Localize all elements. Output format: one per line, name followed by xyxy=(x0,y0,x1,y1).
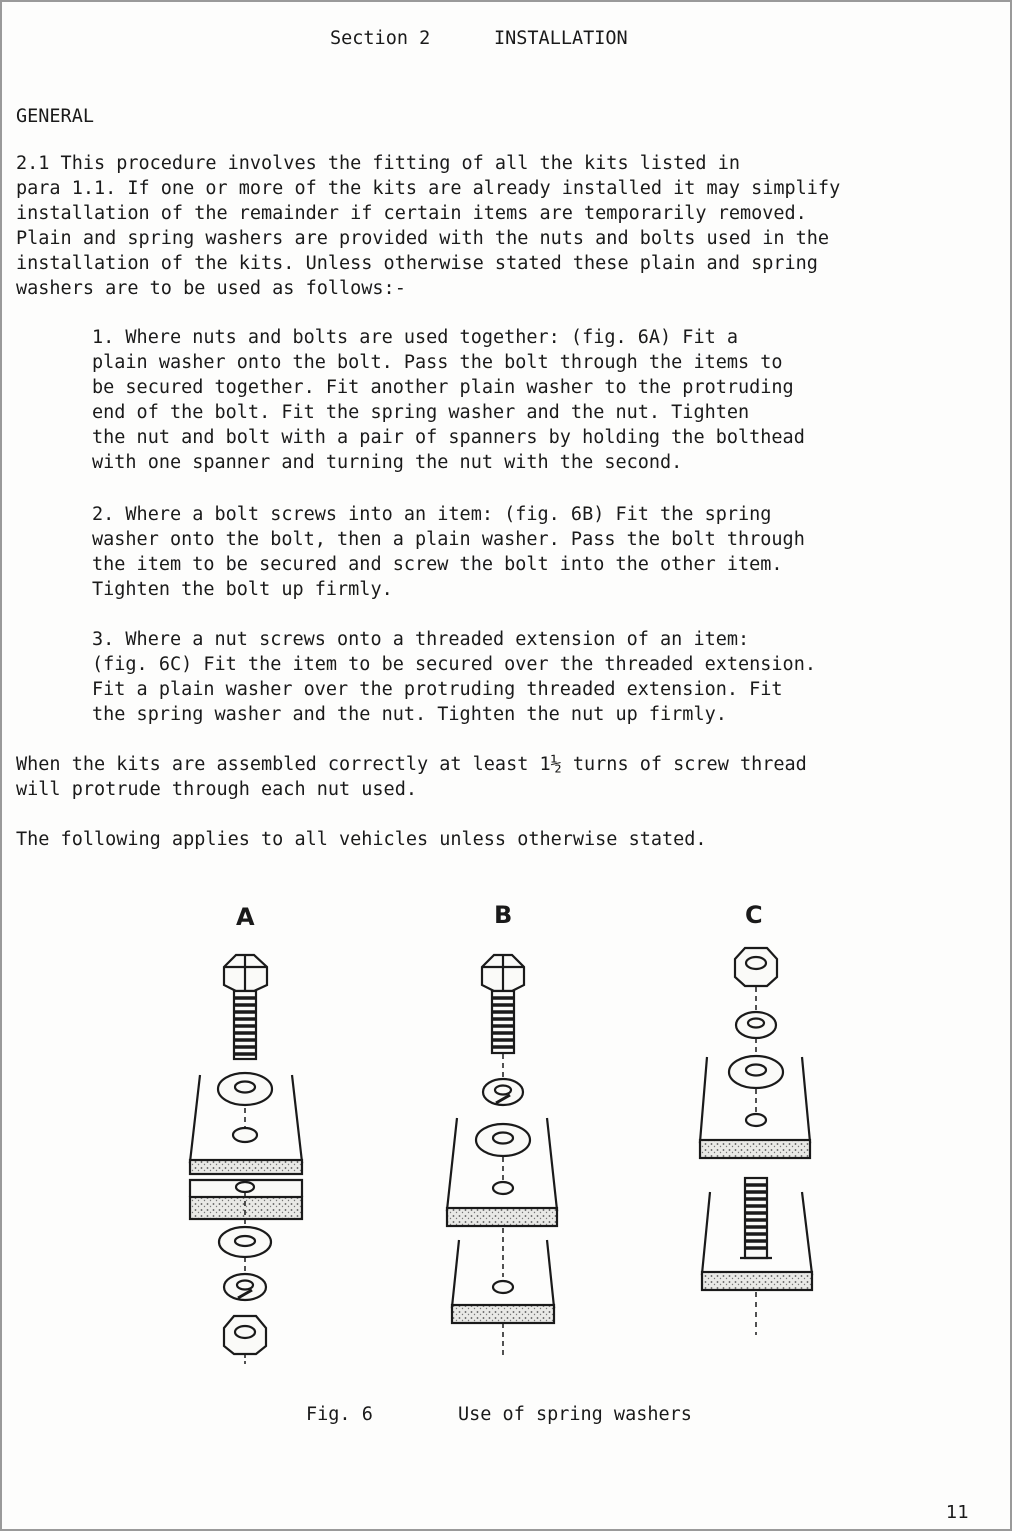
plain-washer-icon xyxy=(218,1073,272,1105)
figure-label-a: A xyxy=(236,903,255,931)
applies-note: The following applies to all vehicles unless otherwise stated. xyxy=(16,829,707,850)
threaded-shank-icon xyxy=(492,991,514,1053)
threaded-stud-icon xyxy=(740,1178,772,1258)
section-label: Section 2 xyxy=(330,28,431,49)
spring-washer-icon xyxy=(483,1079,523,1105)
hex-nut-icon xyxy=(224,1316,266,1364)
spring-washer-figure xyxy=(2,2,1010,1529)
closing-paragraph: When the kits are assembled correctly at least 1½ turns of screw thread will protrude through each nut used. xyxy=(16,754,807,800)
paragraph-2-1: 2.1 This procedure involves the fitting of all the kits listed in para 1.1. If one or more of the kits are already installed it may simplify installation of the remainder if certain items are temporarily removed. Plain and spring washers are provided with the nuts and bolts used in the installation of the kits. Unless otherwise stated these plain and spring washers are to be used as follows:- xyxy=(16,153,841,299)
assembly-a xyxy=(190,955,302,1364)
hex-nut-icon xyxy=(735,948,777,986)
plain-washer-icon xyxy=(476,1124,530,1156)
general-heading: GENERAL xyxy=(16,106,94,127)
list-item-1: 1. Where nuts and bolts are used together: (fig. 6A) Fit a plain washer onto the bolt. Pass the bolt through the items to be secured together. Fit another plain washer to the protruding end of the bolt. Fit the spring washer and the nut. Tighten the nut and bolt with a pair of spanners by holding the bolthead with one spanner and turning the nut with the second. xyxy=(92,327,805,473)
threaded-shank-icon xyxy=(234,991,256,1059)
plain-washer-icon xyxy=(219,1227,271,1257)
spring-washer-icon xyxy=(736,1012,776,1038)
figure-label-b: B xyxy=(494,901,513,929)
assembly-b xyxy=(447,955,557,1357)
list-item-2: 2. Where a bolt screws into an item: (fig. 6B) Fit the spring washer onto the bolt, then a plain washer. Pass the bolt through the item to be secured and screw the bolt into the other item. Tighten the bolt up firmly. xyxy=(92,504,805,600)
figure-caption-text: Use of spring washers xyxy=(458,1404,692,1425)
spring-washer-icon xyxy=(224,1274,266,1300)
plain-washer-icon xyxy=(729,1056,783,1088)
section-title: INSTALLATION xyxy=(494,28,628,49)
page-number: 11 xyxy=(946,1502,969,1523)
figure-label-c: C xyxy=(745,901,763,929)
figure-caption-number: Fig. 6 xyxy=(306,1404,373,1425)
list-item-3: 3. Where a nut screws onto a threaded extension of an item: (fig. 6C) Fit the item to be secured over the threaded extension. Fit a plain washer over the protruding threaded extension. Fit the spring washer and the nut. Tighten the nut up firmly. xyxy=(92,629,816,725)
assembly-c xyxy=(700,948,812,1335)
